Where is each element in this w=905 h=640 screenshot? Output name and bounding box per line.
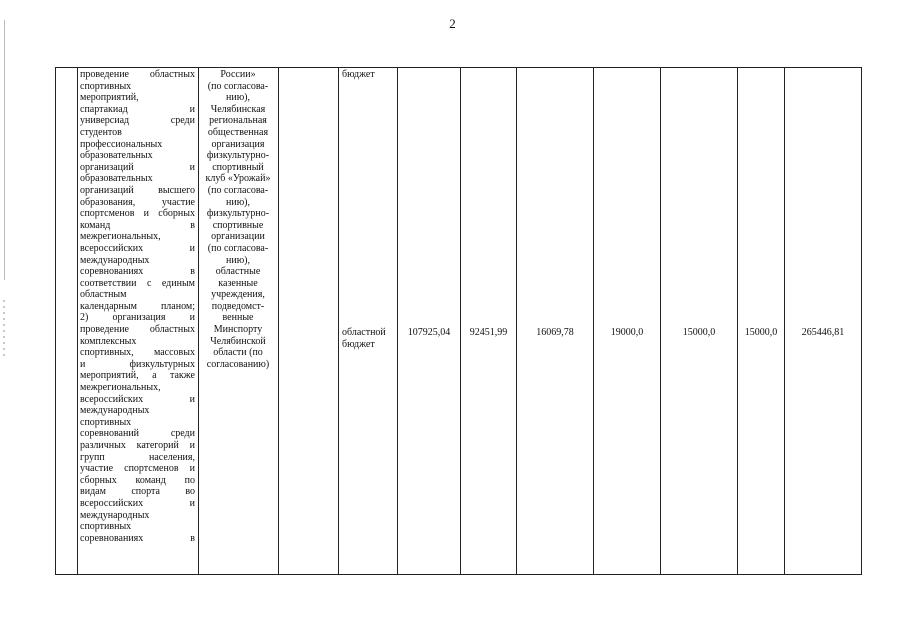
value-cell [661,68,738,575]
description-line: комплексных [80,335,137,347]
event-description [78,68,198,544]
description-line: проведение областных [80,324,195,336]
description-line: спортивных [80,416,132,428]
description-line: образования, участие [80,196,195,208]
value-cell [461,68,517,575]
description-line: международных [80,405,150,417]
value-cell [398,68,461,575]
description-line: мероприятий, а также [80,370,195,382]
description-line: организаций и [80,161,195,173]
description-line: международных [80,509,150,521]
scan-edge-line [4,20,5,280]
value-year-1: 107925,04 [407,327,451,338]
funding-source-top: бюджет [342,69,375,80]
description-line: образовательных [80,173,153,185]
executors-text: России» (по согласова- нию), Челябинская региональная общественная организация физкультурно- спортивный клуб «Урожай» (по согласова- нию), физкультурно- спортивные организации (по согласова- нию), областные казенные учреждения, подведомст- венные Минспорту Челябинской области (по согласованию) [205,69,271,370]
description-cell [78,68,199,575]
description-line: спартакиад и [80,103,195,115]
description-line: спортивных, массовых [80,347,195,359]
description-line: сборных команд по [80,474,195,486]
description-line: организаций высшего [80,184,195,196]
funding-source-cell [339,68,398,575]
description-line: соответствии с единым [80,277,195,289]
executors-cell [199,68,279,575]
description-line: всероссийских и [80,393,195,405]
description-line: всероссийских и [80,242,195,254]
description-line: соревнованиях в [80,266,195,278]
value-year-6: 15000,0 [744,327,778,338]
description-line: 2) организация и [80,312,195,324]
value-year-4: 19000,0 [610,327,644,338]
value-total: 265446,81 [801,327,845,338]
value-year-5: 15000,0 [682,327,716,338]
description-line: календарным планом; [80,300,195,312]
description-line: спортивных [80,521,132,533]
description-line: видам спорта во [80,486,195,498]
value-cell [517,68,594,575]
description-line: участие спортсменов и [80,463,195,475]
description-line: всероссийских и [80,497,195,509]
description-line: международных [80,254,150,266]
description-line: межрегиональных, [80,231,161,243]
value-cell [594,68,661,575]
funding-source-main: областной бюджет [342,327,386,350]
table-row [56,68,862,575]
description-line: студентов [80,126,122,138]
description-line: межрегиональных, [80,382,161,394]
description-line: соревнований среди [80,428,195,440]
scan-edge-dots [3,300,5,360]
value-year-3: 16069,78 [536,327,574,338]
description-line: универсиад среди [80,115,195,127]
description-line: групп населения, [80,451,195,463]
description-line: проведение областных [80,69,195,80]
description-line: команд в [80,219,195,231]
deadline-cell [279,68,339,575]
program-table [55,67,862,575]
page-number: 2 [449,16,456,31]
value-cell [738,68,785,575]
value-cell [785,68,862,575]
description-line: спортсменов и сборных [80,208,195,220]
description-line: соревнованиях в [80,532,195,544]
description-line: мероприятий, [80,92,139,104]
index-cell [56,68,78,575]
description-line: спортивных [80,80,132,92]
description-line: образовательных [80,150,153,162]
description-line: областным [80,289,127,301]
value-year-2: 92451,99 [469,327,508,338]
description-line: и физкультурных [80,358,195,370]
description-line: различных категорий и [80,440,195,451]
description-line: профессиональных [80,138,163,150]
